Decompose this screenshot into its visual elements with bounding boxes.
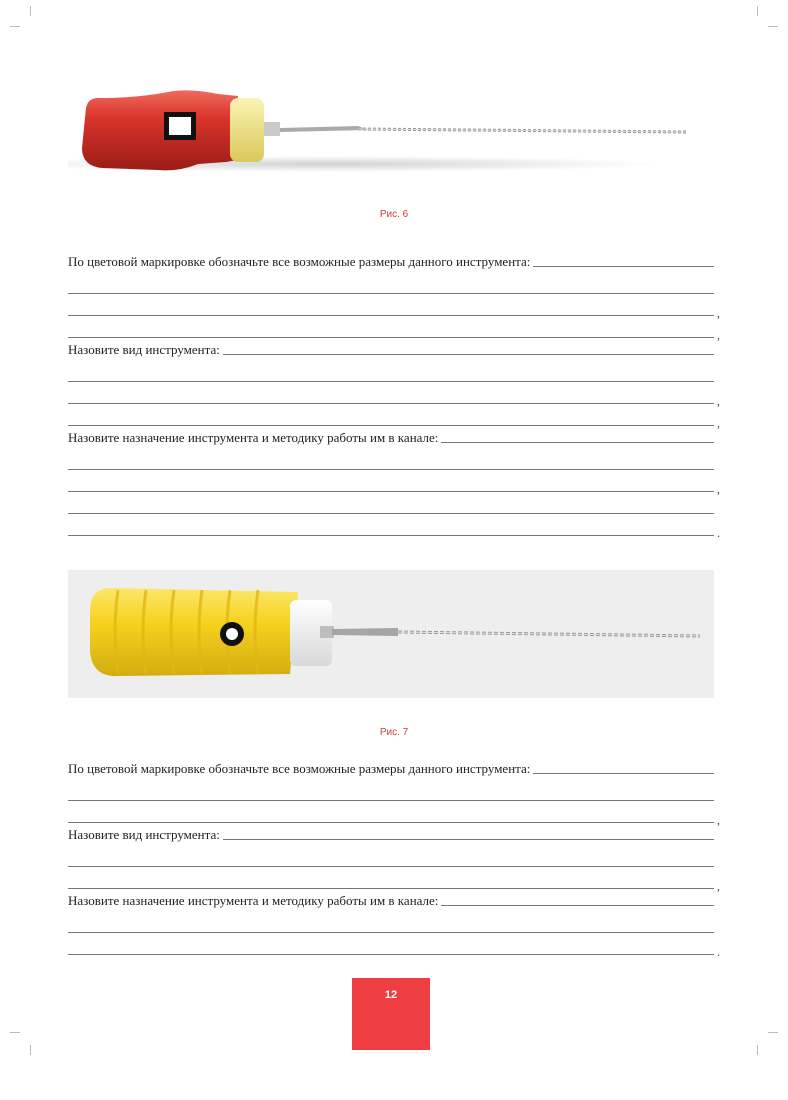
- crop-mark: [10, 1032, 20, 1033]
- comma-mark: ,: [717, 482, 720, 496]
- question-line: [68, 426, 714, 448]
- answer-line[interactable]: [68, 933, 720, 959]
- question-line: [68, 889, 714, 911]
- answer-field[interactable]: [223, 839, 714, 840]
- comma-mark: ,: [717, 306, 720, 320]
- question-text: По цветовой маркировке обозначьте все возможные размеры данного инструмента:: [68, 761, 531, 776]
- red-handle-file-illustration: [68, 78, 718, 188]
- answer-line[interactable]: [68, 448, 714, 470]
- answer-line[interactable]: [68, 294, 720, 320]
- figure-6-image: [68, 78, 718, 188]
- page-number-badge: [352, 978, 430, 1050]
- questions-section-2: [68, 757, 720, 959]
- question-text: По цветовой маркировке обозначьте все возможные размеры данного инструмента:: [68, 254, 531, 269]
- figure-7-caption: Рис. 7: [379, 727, 409, 738]
- crop-mark: [768, 26, 778, 27]
- question-text: Назовите назначение инструмента и методику работы им в канале:: [68, 430, 439, 445]
- answer-line[interactable]: [68, 867, 720, 893]
- crop-mark: [30, 1045, 31, 1055]
- crop-mark: [10, 26, 20, 27]
- comma-mark: ,: [717, 879, 720, 893]
- answer-field[interactable]: [441, 905, 714, 906]
- crop-mark: [757, 1045, 758, 1055]
- comma-mark: ,: [717, 394, 720, 408]
- answer-field[interactable]: [223, 354, 714, 355]
- answer-line[interactable]: [68, 316, 720, 342]
- crop-mark: [757, 6, 758, 16]
- answer-field[interactable]: [441, 442, 714, 443]
- answer-field[interactable]: [533, 266, 714, 267]
- figure-6-caption: Рис. 6: [379, 209, 409, 220]
- comma-mark: ,: [717, 328, 720, 342]
- answer-line[interactable]: [68, 470, 720, 496]
- answer-line[interactable]: [68, 404, 720, 430]
- answer-line[interactable]: [68, 514, 720, 540]
- crop-mark: [30, 6, 31, 16]
- period-mark: .: [717, 945, 720, 959]
- answer-line[interactable]: [68, 272, 714, 294]
- yellow-handle-file-illustration: [68, 570, 714, 698]
- answer-line[interactable]: [68, 360, 714, 382]
- questions-section-1: [68, 250, 720, 540]
- period-mark: .: [717, 526, 720, 540]
- answer-line[interactable]: [68, 779, 714, 801]
- question-line: [68, 823, 714, 845]
- question-text: Назовите вид инструмента:: [68, 827, 220, 842]
- answer-line[interactable]: [68, 845, 714, 867]
- comma-mark: ,: [717, 813, 720, 827]
- question-line: [68, 757, 714, 779]
- figure-7-image: [68, 570, 714, 698]
- question-line: [68, 250, 714, 272]
- question-text: Назовите назначение инструмента и методику работы им в канале:: [68, 893, 439, 908]
- comma-mark: ,: [717, 416, 720, 430]
- question-line: [68, 338, 714, 360]
- page-number: 12: [384, 989, 398, 1001]
- question-text: Назовите вид инструмента:: [68, 342, 220, 357]
- answer-line[interactable]: [68, 382, 720, 408]
- answer-line[interactable]: [68, 911, 714, 933]
- answer-line[interactable]: [68, 801, 720, 827]
- answer-field[interactable]: [533, 773, 714, 774]
- crop-mark: [768, 1032, 778, 1033]
- answer-line[interactable]: [68, 492, 714, 514]
